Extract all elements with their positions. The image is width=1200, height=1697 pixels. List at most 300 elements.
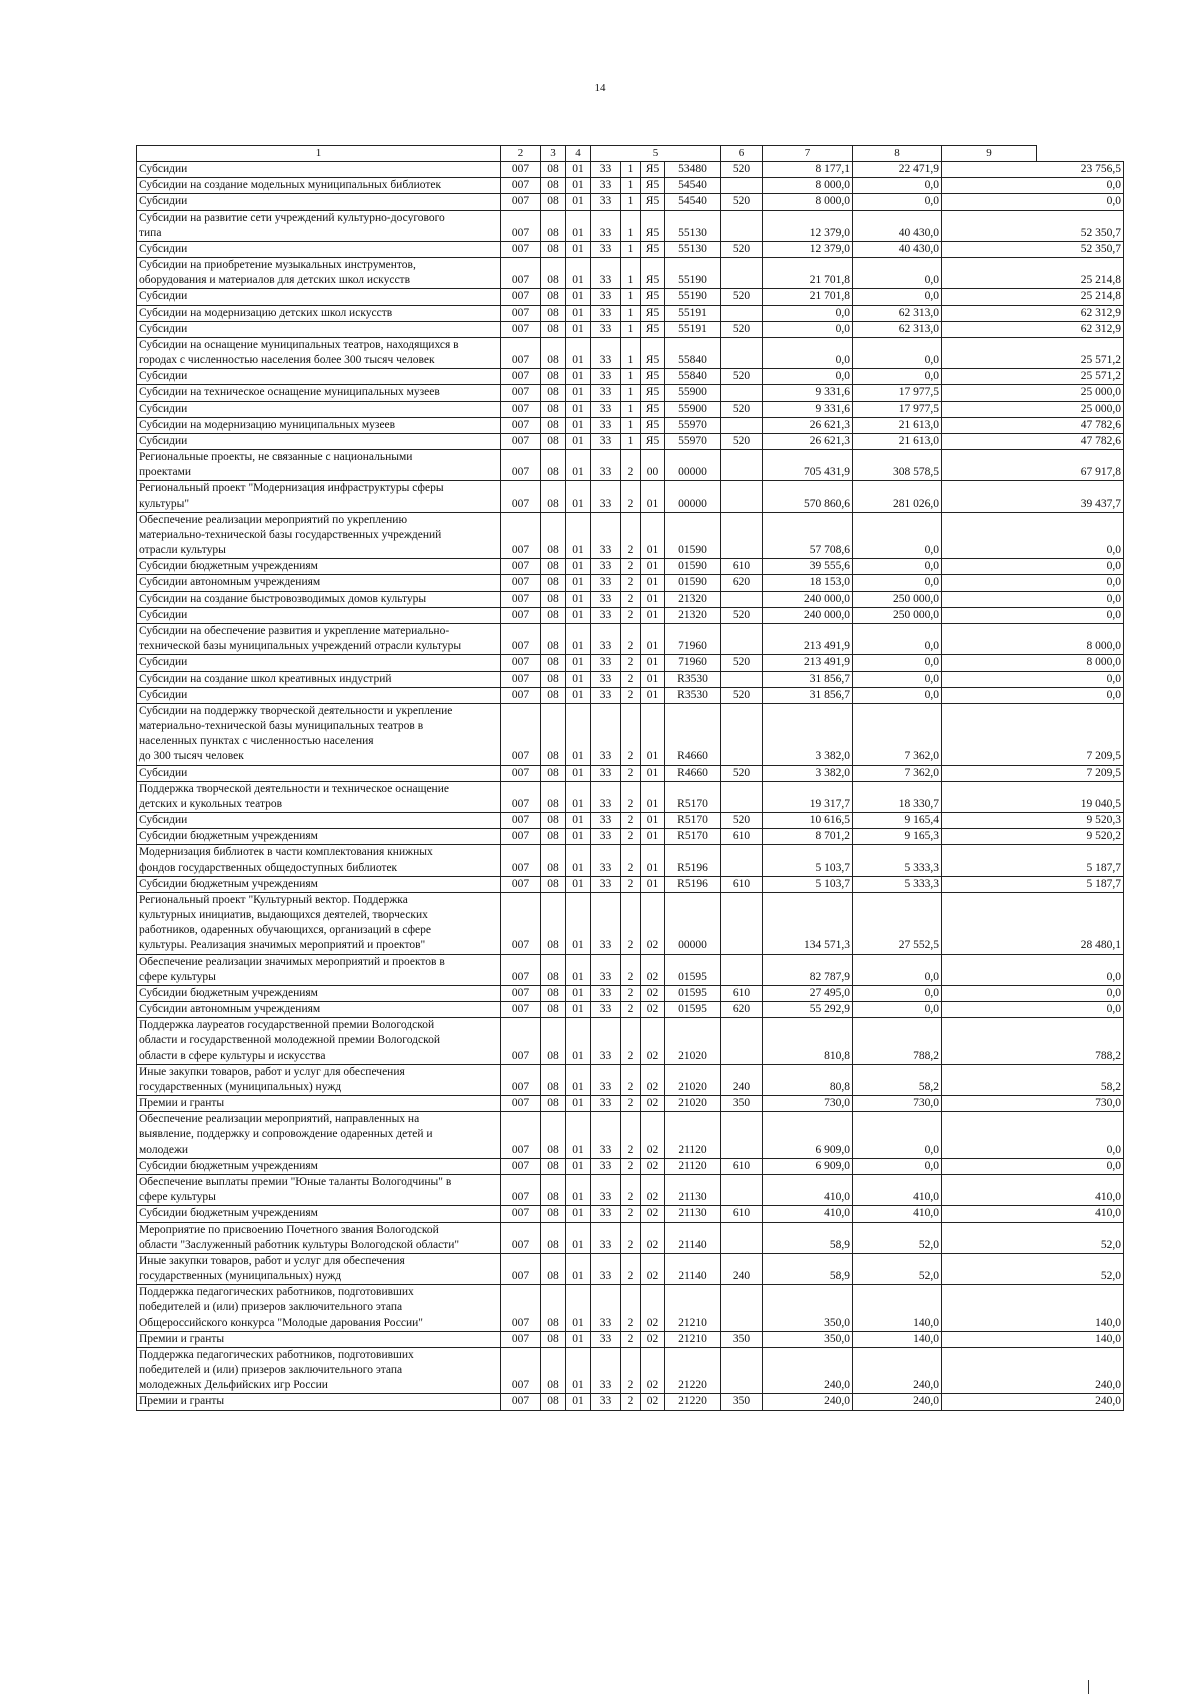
amount-col-9: 9 520,3 — [942, 813, 1124, 829]
amount-col-9: 0,0 — [942, 178, 1124, 194]
code-target-direction: 21210 — [665, 1331, 721, 1347]
amount-col-9: 140,0 — [942, 1285, 1124, 1332]
code-expense-type — [721, 1347, 763, 1394]
code-subsection: 01 — [566, 1206, 591, 1222]
code-expense-type — [721, 512, 763, 559]
code-target-program: 33 — [591, 1018, 621, 1065]
code-target-type: 1 — [621, 337, 641, 368]
code-expense-type: 520 — [721, 765, 763, 781]
code-subsection: 01 — [566, 337, 591, 368]
code-section: 08 — [541, 321, 566, 337]
code-ministry: 007 — [501, 512, 541, 559]
row-name: Иные закупки товаров, работ и услуг для обеспечения государственных (муниципальных) нужд — [137, 1253, 501, 1284]
row-name: Субсидии бюджетным учреждениям — [137, 876, 501, 892]
table-row — [137, 1002, 1124, 1018]
amount-col-9: 58,2 — [942, 1064, 1124, 1095]
code-target-type: 2 — [621, 671, 641, 687]
amount-col-9: 788,2 — [942, 1018, 1124, 1065]
code-target-program: 33 — [591, 194, 621, 210]
code-target-program: 33 — [591, 178, 621, 194]
code-target-project: 02 — [641, 1096, 665, 1112]
code-target-direction: 00000 — [665, 450, 721, 481]
amount-col-7: 350,0 — [763, 1285, 853, 1332]
header-cell: 8 — [853, 146, 942, 162]
code-target-direction: R5170 — [665, 781, 721, 812]
code-target-direction: 00000 — [665, 481, 721, 512]
code-target-project: 02 — [641, 1331, 665, 1347]
code-section: 08 — [541, 1285, 566, 1332]
row-name: Субсидии автономным учреждениям — [137, 575, 501, 591]
code-section: 08 — [541, 575, 566, 591]
amount-col-7: 3 382,0 — [763, 765, 853, 781]
table-body — [137, 162, 1124, 1411]
table-row — [137, 321, 1124, 337]
amount-col-9: 0,0 — [942, 1112, 1124, 1159]
code-subsection: 01 — [566, 671, 591, 687]
code-target-type: 2 — [621, 481, 641, 512]
code-expense-type — [721, 417, 763, 433]
amount-col-7: 18 153,0 — [763, 575, 853, 591]
code-subsection: 01 — [566, 829, 591, 845]
code-target-program: 33 — [591, 417, 621, 433]
code-target-program: 33 — [591, 781, 621, 812]
code-section: 08 — [541, 607, 566, 623]
code-target-type: 2 — [621, 1285, 641, 1332]
code-section: 08 — [541, 1018, 566, 1065]
header-cell: 1 — [137, 146, 501, 162]
code-ministry: 007 — [501, 1112, 541, 1159]
code-target-program: 33 — [591, 876, 621, 892]
code-section: 08 — [541, 369, 566, 385]
amount-col-8: 0,0 — [853, 337, 942, 368]
amount-col-8: 308 578,5 — [853, 450, 942, 481]
code-expense-type — [721, 781, 763, 812]
row-name: Субсидии — [137, 194, 501, 210]
code-expense-type — [721, 210, 763, 241]
code-expense-type — [721, 258, 763, 289]
code-target-direction: 01590 — [665, 559, 721, 575]
code-subsection: 01 — [566, 258, 591, 289]
code-target-type: 2 — [621, 607, 641, 623]
code-target-program: 33 — [591, 1285, 621, 1332]
code-ministry: 007 — [501, 1064, 541, 1095]
amount-col-7: 31 856,7 — [763, 687, 853, 703]
amount-col-9: 0,0 — [942, 607, 1124, 623]
table-row — [137, 450, 1124, 481]
code-target-program: 33 — [591, 210, 621, 241]
row-name: Модернизация библиотек в части комплектования книжных фондов государственных общедоступных библиотек — [137, 845, 501, 876]
code-target-type: 2 — [621, 1331, 641, 1347]
code-target-direction: 21020 — [665, 1018, 721, 1065]
code-subsection: 01 — [566, 369, 591, 385]
table-row — [137, 305, 1124, 321]
code-section: 08 — [541, 687, 566, 703]
amount-col-7: 705 431,9 — [763, 450, 853, 481]
code-section: 08 — [541, 1347, 566, 1394]
code-section: 08 — [541, 210, 566, 241]
code-section: 08 — [541, 481, 566, 512]
amount-col-7: 82 787,9 — [763, 954, 853, 985]
code-subsection: 01 — [566, 1222, 591, 1253]
amount-col-7: 12 379,0 — [763, 210, 853, 241]
code-subsection: 01 — [566, 512, 591, 559]
code-target-type: 2 — [621, 876, 641, 892]
amount-col-9: 25 000,0 — [942, 385, 1124, 401]
code-section: 08 — [541, 385, 566, 401]
code-expense-type — [721, 385, 763, 401]
code-subsection: 01 — [566, 1064, 591, 1095]
table-row — [137, 591, 1124, 607]
code-ministry: 007 — [501, 194, 541, 210]
code-target-project: Я5 — [641, 210, 665, 241]
header-cell: 3 — [541, 146, 566, 162]
row-name: Поддержка педагогических работников, подготовивших победителей и (или) призеров заключительного этапа молодежных Дельфийских игр России — [137, 1347, 501, 1394]
amount-col-7: 240 000,0 — [763, 607, 853, 623]
table-row — [137, 481, 1124, 512]
amount-col-8: 0,0 — [853, 1158, 942, 1174]
table-row — [137, 1285, 1124, 1332]
row-name: Премии и гранты — [137, 1096, 501, 1112]
amount-col-8: 0,0 — [853, 1112, 942, 1159]
code-subsection: 01 — [566, 305, 591, 321]
amount-col-8: 0,0 — [853, 1002, 942, 1018]
code-target-project: 02 — [641, 1285, 665, 1332]
code-subsection: 01 — [566, 575, 591, 591]
code-subsection: 01 — [566, 401, 591, 417]
row-name: Субсидии — [137, 241, 501, 257]
code-ministry: 007 — [501, 210, 541, 241]
code-ministry: 007 — [501, 813, 541, 829]
code-expense-type: 350 — [721, 1096, 763, 1112]
code-target-program: 33 — [591, 1222, 621, 1253]
amount-col-8: 730,0 — [853, 1096, 942, 1112]
code-expense-type — [721, 845, 763, 876]
code-subsection: 01 — [566, 1253, 591, 1284]
amount-col-9: 25 214,8 — [942, 258, 1124, 289]
code-ministry: 007 — [501, 433, 541, 449]
code-target-program: 33 — [591, 985, 621, 1001]
code-expense-type — [721, 591, 763, 607]
code-target-program: 33 — [591, 258, 621, 289]
code-expense-type — [721, 337, 763, 368]
code-target-type: 1 — [621, 305, 641, 321]
row-name: Субсидии на модернизацию муниципальных музеев — [137, 417, 501, 433]
code-target-direction: 55970 — [665, 417, 721, 433]
code-target-project: Я5 — [641, 337, 665, 368]
code-target-project: 01 — [641, 765, 665, 781]
table-row — [137, 433, 1124, 449]
amount-col-9: 47 782,6 — [942, 417, 1124, 433]
code-target-type: 1 — [621, 289, 641, 305]
code-target-type: 2 — [621, 985, 641, 1001]
code-target-program: 33 — [591, 1394, 621, 1410]
code-expense-type — [721, 1112, 763, 1159]
code-target-type: 2 — [621, 655, 641, 671]
code-target-program: 33 — [591, 1064, 621, 1095]
amount-col-8: 0,0 — [853, 512, 942, 559]
code-expense-type: 610 — [721, 1158, 763, 1174]
code-target-direction: R4660 — [665, 703, 721, 765]
code-target-program: 33 — [591, 1253, 621, 1284]
row-name: Субсидии на развитие сети учреждений культурно-досугового типа — [137, 210, 501, 241]
row-name: Субсидии бюджетным учреждениям — [137, 829, 501, 845]
page-number: 14 — [594, 82, 606, 94]
header-cell: 9 — [942, 146, 1037, 162]
code-subsection: 01 — [566, 1096, 591, 1112]
code-ministry: 007 — [501, 1285, 541, 1332]
code-target-project: 02 — [641, 1206, 665, 1222]
code-target-direction: 21140 — [665, 1222, 721, 1253]
code-target-program: 33 — [591, 1175, 621, 1206]
amount-col-7: 8 000,0 — [763, 178, 853, 194]
code-target-program: 33 — [591, 559, 621, 575]
code-expense-type: 610 — [721, 559, 763, 575]
code-expense-type: 610 — [721, 876, 763, 892]
amount-col-9: 240,0 — [942, 1394, 1124, 1410]
code-target-direction: 55130 — [665, 241, 721, 257]
code-target-direction: 21130 — [665, 1175, 721, 1206]
code-target-project: Я5 — [641, 162, 665, 178]
code-subsection: 01 — [566, 892, 591, 954]
amount-col-7: 55 292,9 — [763, 1002, 853, 1018]
code-subsection: 01 — [566, 655, 591, 671]
code-target-project: 01 — [641, 623, 665, 654]
amount-col-7: 730,0 — [763, 1096, 853, 1112]
code-section: 08 — [541, 829, 566, 845]
row-name: Субсидии — [137, 369, 501, 385]
amount-col-9: 0,0 — [942, 671, 1124, 687]
code-target-program: 33 — [591, 241, 621, 257]
code-section: 08 — [541, 876, 566, 892]
code-target-type: 2 — [621, 1096, 641, 1112]
code-ministry: 007 — [501, 417, 541, 433]
code-ministry: 007 — [501, 876, 541, 892]
code-target-project: 02 — [641, 1018, 665, 1065]
code-section: 08 — [541, 813, 566, 829]
code-ministry: 007 — [501, 1002, 541, 1018]
code-target-direction: 21120 — [665, 1158, 721, 1174]
code-subsection: 01 — [566, 178, 591, 194]
code-target-program: 33 — [591, 369, 621, 385]
code-target-program: 33 — [591, 289, 621, 305]
code-target-program: 33 — [591, 892, 621, 954]
table-row — [137, 258, 1124, 289]
amount-col-7: 0,0 — [763, 305, 853, 321]
table-row — [137, 781, 1124, 812]
code-target-direction: 01595 — [665, 985, 721, 1001]
code-target-project: 01 — [641, 845, 665, 876]
amount-col-8: 410,0 — [853, 1175, 942, 1206]
amount-col-7: 8 701,2 — [763, 829, 853, 845]
code-subsection: 01 — [566, 687, 591, 703]
amount-col-8: 140,0 — [853, 1331, 942, 1347]
amount-col-7: 58,9 — [763, 1253, 853, 1284]
code-target-type: 2 — [621, 559, 641, 575]
amount-col-9: 62 312,9 — [942, 305, 1124, 321]
amount-col-7: 26 621,3 — [763, 433, 853, 449]
code-expense-type — [721, 954, 763, 985]
code-target-direction: 01595 — [665, 954, 721, 985]
row-name: Субсидии на техническое оснащение муниципальных музеев — [137, 385, 501, 401]
code-target-type: 2 — [621, 845, 641, 876]
code-target-project: Я5 — [641, 369, 665, 385]
code-section: 08 — [541, 1096, 566, 1112]
table-row — [137, 876, 1124, 892]
amount-col-7: 57 708,6 — [763, 512, 853, 559]
code-target-type: 2 — [621, 450, 641, 481]
amount-col-8: 0,0 — [853, 289, 942, 305]
budget-table — [136, 145, 1124, 1411]
table-row — [137, 1096, 1124, 1112]
code-target-program: 33 — [591, 337, 621, 368]
code-expense-type: 520 — [721, 655, 763, 671]
code-ministry: 007 — [501, 671, 541, 687]
code-target-project: 01 — [641, 655, 665, 671]
code-ministry: 007 — [501, 703, 541, 765]
code-target-type: 2 — [621, 892, 641, 954]
table-row — [137, 369, 1124, 385]
code-target-project: 02 — [641, 1064, 665, 1095]
code-target-type: 2 — [621, 1064, 641, 1095]
code-section: 08 — [541, 417, 566, 433]
amount-col-8: 0,0 — [853, 671, 942, 687]
code-subsection: 01 — [566, 1331, 591, 1347]
code-expense-type: 520 — [721, 607, 763, 623]
code-target-direction: 21320 — [665, 591, 721, 607]
code-expense-type — [721, 1018, 763, 1065]
code-expense-type: 520 — [721, 194, 763, 210]
code-ministry: 007 — [501, 892, 541, 954]
row-name: Субсидии бюджетным учреждениям — [137, 559, 501, 575]
code-ministry: 007 — [501, 401, 541, 417]
amount-col-7: 6 909,0 — [763, 1158, 853, 1174]
amount-col-7: 134 571,3 — [763, 892, 853, 954]
code-subsection: 01 — [566, 289, 591, 305]
code-target-project: Я5 — [641, 289, 665, 305]
code-subsection: 01 — [566, 162, 591, 178]
code-expense-type — [721, 1175, 763, 1206]
row-name: Субсидии на создание быстровозводимых домов культуры — [137, 591, 501, 607]
header-cell: 5 — [591, 146, 721, 162]
amount-col-8: 40 430,0 — [853, 241, 942, 257]
amount-col-9: 0,0 — [942, 194, 1124, 210]
amount-col-7: 810,8 — [763, 1018, 853, 1065]
table-row — [137, 178, 1124, 194]
code-target-program: 33 — [591, 765, 621, 781]
code-expense-type: 610 — [721, 829, 763, 845]
row-name: Поддержка творческой деятельности и техническое оснащение детских и кукольных театров — [137, 781, 501, 812]
code-ministry: 007 — [501, 1175, 541, 1206]
code-target-program: 33 — [591, 829, 621, 845]
header-cell: 7 — [763, 146, 853, 162]
code-section: 08 — [541, 559, 566, 575]
amount-col-9: 62 312,9 — [942, 321, 1124, 337]
code-target-project: 00 — [641, 450, 665, 481]
amount-col-8: 52,0 — [853, 1253, 942, 1284]
code-target-program: 33 — [591, 512, 621, 559]
code-target-project: 02 — [641, 985, 665, 1001]
row-name: Премии и гранты — [137, 1394, 501, 1410]
code-section: 08 — [541, 1158, 566, 1174]
code-target-program: 33 — [591, 401, 621, 417]
code-subsection: 01 — [566, 210, 591, 241]
row-name: Субсидии — [137, 765, 501, 781]
code-expense-type: 240 — [721, 1253, 763, 1284]
amount-col-8: 22 471,9 — [853, 162, 942, 178]
code-target-direction: R5196 — [665, 845, 721, 876]
code-ministry: 007 — [501, 178, 541, 194]
code-expense-type: 520 — [721, 433, 763, 449]
code-expense-type — [721, 1222, 763, 1253]
amount-col-7: 5 103,7 — [763, 876, 853, 892]
code-target-project: 01 — [641, 703, 665, 765]
code-target-direction: 55840 — [665, 369, 721, 385]
amount-col-7: 21 701,8 — [763, 258, 853, 289]
row-name: Субсидии — [137, 813, 501, 829]
table-row — [137, 1175, 1124, 1206]
code-target-direction: R3530 — [665, 687, 721, 703]
code-subsection: 01 — [566, 623, 591, 654]
code-ministry: 007 — [501, 781, 541, 812]
amount-col-9: 410,0 — [942, 1175, 1124, 1206]
amount-col-8: 250 000,0 — [853, 607, 942, 623]
amount-col-9: 52 350,7 — [942, 241, 1124, 257]
code-ministry: 007 — [501, 258, 541, 289]
amount-col-8: 0,0 — [853, 258, 942, 289]
code-target-project: 01 — [641, 813, 665, 829]
table-row — [137, 607, 1124, 623]
code-target-type: 2 — [621, 1347, 641, 1394]
amount-col-7: 80,8 — [763, 1064, 853, 1095]
table-row — [137, 559, 1124, 575]
amount-col-7: 570 860,6 — [763, 481, 853, 512]
code-section: 08 — [541, 401, 566, 417]
amount-col-7: 213 491,9 — [763, 655, 853, 671]
code-target-project: 01 — [641, 575, 665, 591]
amount-col-8: 410,0 — [853, 1206, 942, 1222]
code-section: 08 — [541, 1222, 566, 1253]
table-row — [137, 765, 1124, 781]
amount-col-7: 410,0 — [763, 1206, 853, 1222]
code-ministry: 007 — [501, 1347, 541, 1394]
amount-col-7: 21 701,8 — [763, 289, 853, 305]
row-name: Обеспечение реализации значимых мероприятий и проектов в сфере культуры — [137, 954, 501, 985]
table-row — [137, 845, 1124, 876]
code-section: 08 — [541, 765, 566, 781]
amount-col-7: 9 331,6 — [763, 401, 853, 417]
code-subsection: 01 — [566, 607, 591, 623]
code-subsection: 01 — [566, 765, 591, 781]
code-target-type: 2 — [621, 591, 641, 607]
code-ministry: 007 — [501, 655, 541, 671]
code-target-project: 02 — [641, 954, 665, 985]
amount-col-9: 52,0 — [942, 1222, 1124, 1253]
amount-col-7: 9 331,6 — [763, 385, 853, 401]
code-expense-type: 610 — [721, 1206, 763, 1222]
code-target-direction: 55900 — [665, 401, 721, 417]
amount-col-8: 5 333,3 — [853, 845, 942, 876]
code-target-direction: 21120 — [665, 1112, 721, 1159]
amount-col-9: 52 350,7 — [942, 210, 1124, 241]
amount-col-8: 0,0 — [853, 369, 942, 385]
amount-col-7: 31 856,7 — [763, 671, 853, 687]
table-row — [137, 1158, 1124, 1174]
code-target-type: 1 — [621, 433, 641, 449]
code-target-project: Я5 — [641, 241, 665, 257]
code-subsection: 01 — [566, 450, 591, 481]
header-cell: 4 — [566, 146, 591, 162]
code-target-program: 33 — [591, 954, 621, 985]
